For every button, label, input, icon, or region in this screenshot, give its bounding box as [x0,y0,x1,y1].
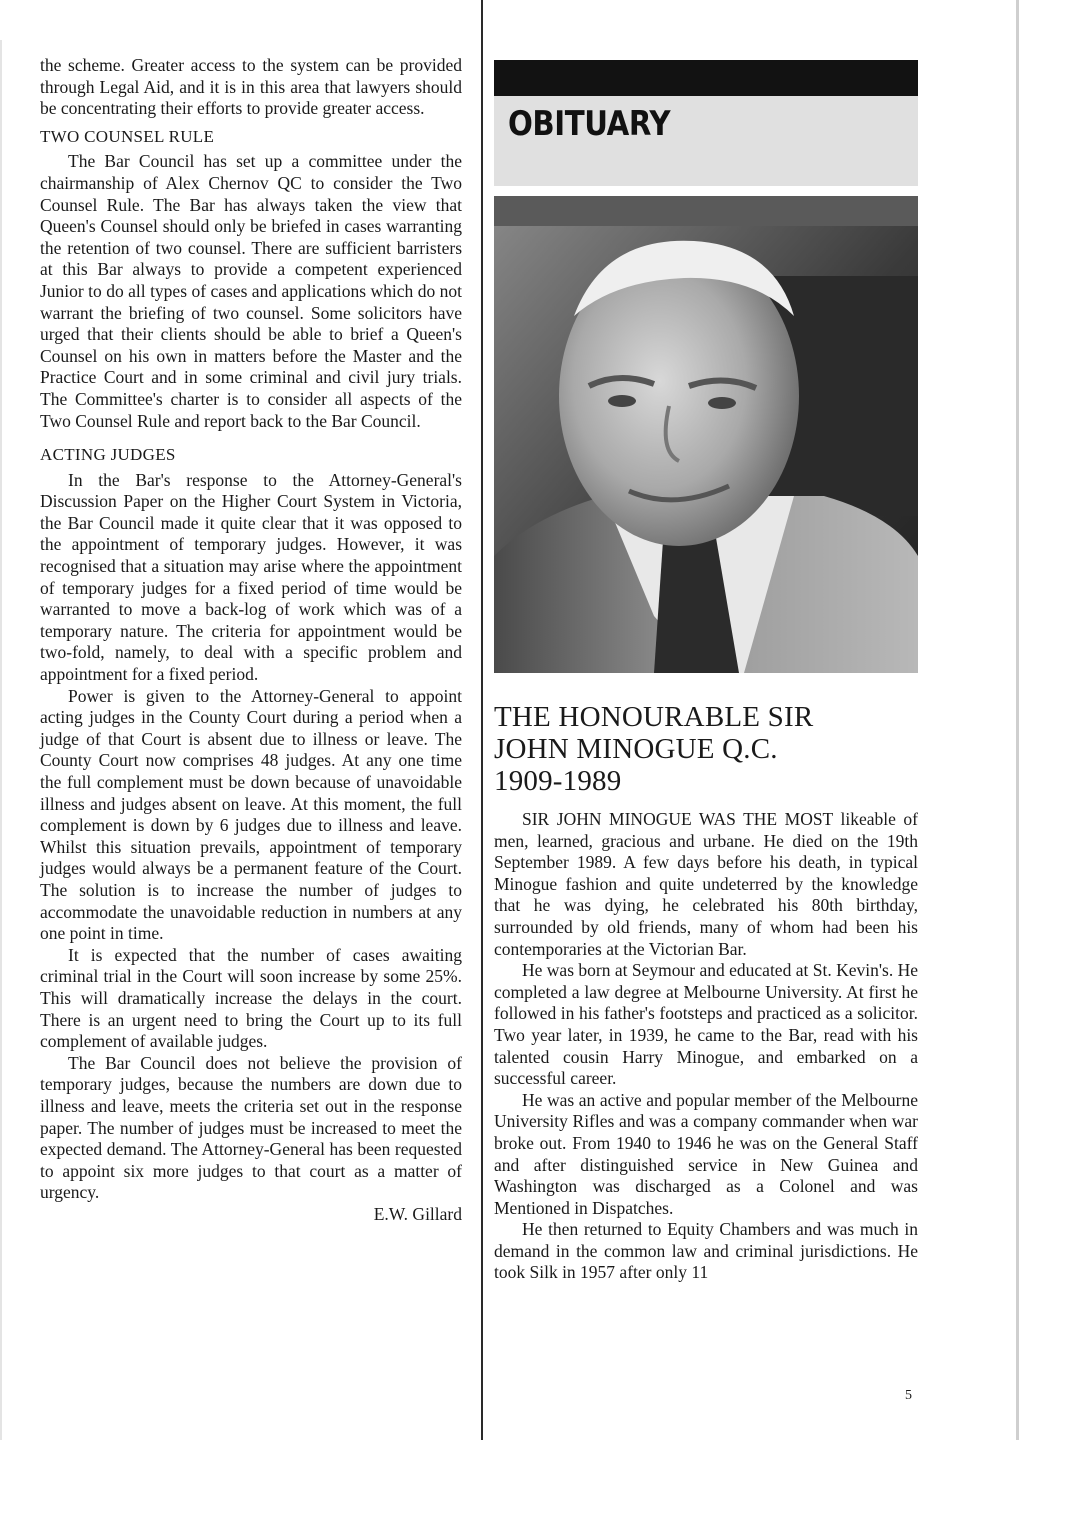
acting-judges-paragraph-2: Power is given to the Attorney-General to appoint acting judges in the County Court during a period when a judge of that Court is absent due to illness or leave. The County Court now comprises 48 judges. At any one time the full complement must be down because of unavoidable illness and judges absent on leave. At this moment, the full complement is down by 6 judges due to illness and leave. Whilst this situation prevails, appointment of temporary judges would always be a permanent feature of the Court. The solution is to increase the number of judges to accommodate the unavoidable reduction in numbers at any one point in time. [40,685,462,944]
acting-judges-heading: ACTING JUDGES [40,445,176,465]
obituary-title: OBITUARY [508,104,671,144]
column-divider [481,0,483,1440]
page-edge-left [0,40,2,1440]
acting-judges-paragraph-1: In the Bar's response to the Attorney-General's Discussion Paper on the Higher Court System in Victoria, the Bar Council made it quite clear that it was opposed to the appointment of temporary judges. However, it was recognised that a situation may arise where the appointment of temporary judges for a fixed period of time would be warranted to move a back-log of work which was of a temporary nature. The criteria for appointment would be two-fold, namely, to deal with a specific problem and appointment for a fixed period. [40,469,462,685]
obituary-paragraph-2: He was born at Seymour and educated at St. Kevin's. He completed a law degree at Melbourne University. At first he followed in his father's footsteps and practiced as a solicitor. Two year later, in 1939, he came to the Bar, read with his talented cousin Harry Minogue, and embarked on a successful career. [494,960,918,1089]
right-column [494,60,918,1284]
obituary-paragraph-4: He then returned to Equity Chambers and was much in demand in the common law and criminal jurisdictions. He took Silk in 1957 after only 11 [494,1219,918,1283]
portrait-photo [494,196,918,673]
author-signature: E.W. Gillard [373,1203,462,1224]
left-column [40,55,462,1225]
banner-dark-bar [494,60,918,96]
acting-judges-paragraph-3: It is expected that the number of cases awaiting criminal trial in the Court will soon increase by some 25%. This will dramatically increase the delays in the court. There is an urgent need to bring the Court up to its full complement of available judges. [40,944,462,1052]
intro-paragraph: the scheme. Greater access to the system can be provided through Legal Aid, and it is in this area that lawyers should be concentrating their efforts to provide greater access. [40,55,462,119]
headline-dates: 1909-1989 [494,765,622,797]
headline-line-2: JOHN MINOGUE Q.C. [494,733,778,765]
two-counsel-paragraph: The Bar Council has set up a committee under the chairmanship of Alex Chernov QC to consider the Two Counsel Rule. The Bar has always taken the view that Queen's Counsel should only be briefed in cases warranting the retention of two counsel. There are sufficient barristers at this Bar always to provide a competent experienced Junior to do all types of cases and applications which do not warrant the briefing of two counsel. Some solicitors have urged that their clients should be able to brief a Queen's Counsel on his own in matters before the Master and the Practice Court and in some criminal and civil jury trials. The Committee's charter is to consider all aspects of the Two Counsel Rule and report back to the Bar Council. [40,151,462,431]
banner-light-panel [494,96,918,186]
two-counsel-heading: TWO COUNSEL RULE [40,126,215,146]
page-number: 5 [905,1388,912,1403]
obituary-headline [494,701,918,797]
page-edge-right [1016,0,1019,1440]
headline-line-1: THE HONOURABLE SIR [494,701,814,733]
portrait-photo-illustration [494,196,918,673]
acting-judges-paragraph-4: The Bar Council does not believe the provision of temporary judges, because the numbers are down due to illness and leave, meets the criteria set out in the response paper. The number of judges must be increased to meet the expected demand. The Attorney-General has been requested to appoint six more judges to that court as a matter of urgency. [40,1052,462,1203]
obituary-paragraph-1: SIR JOHN MINOGUE WAS THE MOST likeable of men, learned, gracious and urbane. He died on the 19th September 1989. A few days before his death, in typical Minogue fashion and quite undeterred by the knowledge that he was dying, he celebrated his 80th birthday, surrounded by old friends, many of whom had been his contemporaries at the Victorian Bar. [494,809,918,959]
obituary-paragraph-3: He was an active and popular member of the Melbourne University Rifles and was a company commander when war broke out. From 1940 to 1946 he was on the General Staff and after distinguished service in New Guinea and Washington was discharged as a Colonel and was Mentioned in Dispatches. [494,1089,918,1218]
